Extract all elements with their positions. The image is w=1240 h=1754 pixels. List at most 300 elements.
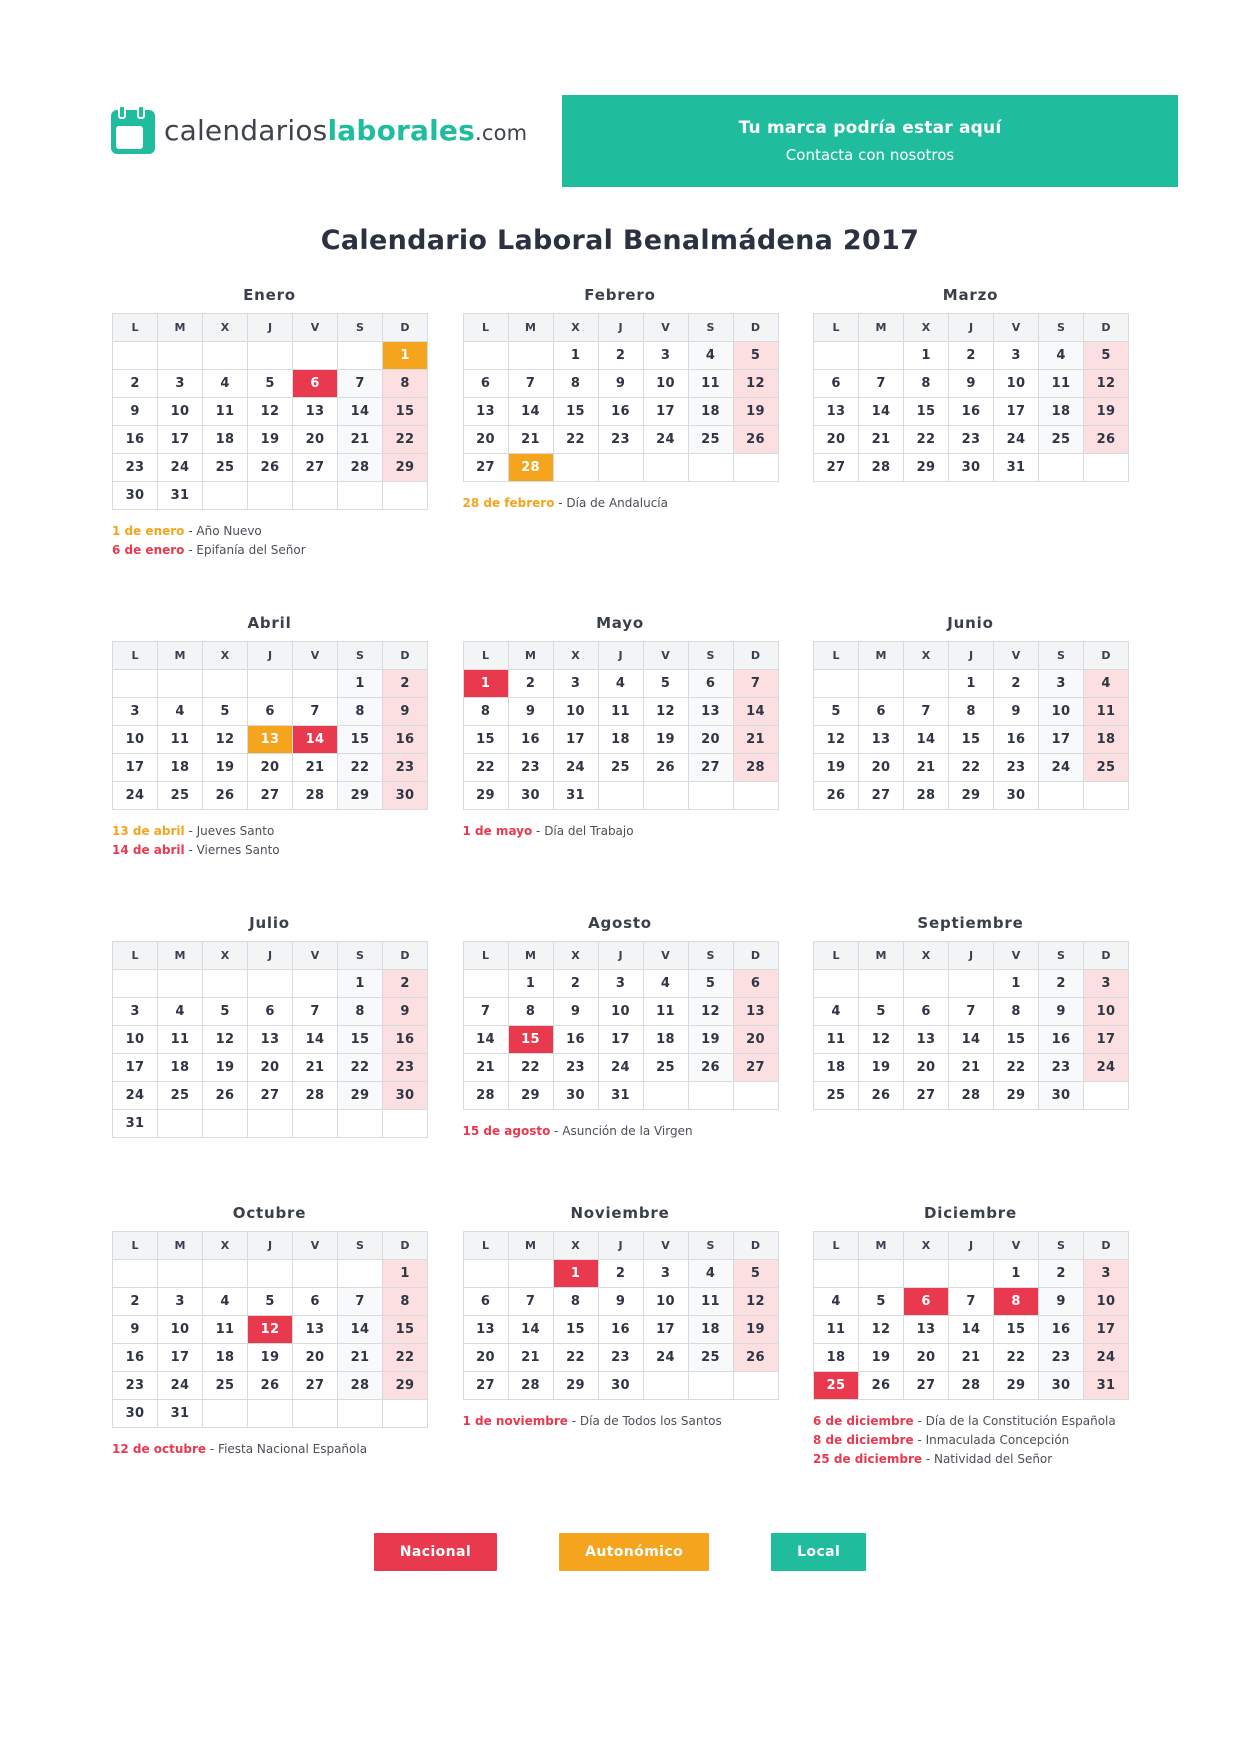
day-cell: 18 [1039, 398, 1084, 426]
day-cell: 6 [463, 1288, 508, 1316]
week-row [463, 398, 778, 426]
week-row [463, 782, 778, 810]
week-row [113, 754, 428, 782]
day-cell: 2 [949, 342, 994, 370]
day-cell: 11 [688, 1288, 733, 1316]
day-cell: 22 [338, 754, 383, 782]
day-cell: 23 [113, 454, 158, 482]
day-cell: 29 [994, 1082, 1039, 1110]
month-block [112, 286, 427, 560]
month-notes [463, 1412, 778, 1431]
day-cell: 25 [814, 1372, 859, 1400]
month-title: Enero [243, 286, 296, 304]
day-cell: 7 [508, 370, 553, 398]
day-cell: 27 [904, 1372, 949, 1400]
day-cell: 12 [814, 726, 859, 754]
day-cell: 8 [463, 698, 508, 726]
day-cell: 13 [248, 1026, 293, 1054]
day-cell: 17 [158, 1344, 203, 1372]
empty-cell [203, 342, 248, 370]
weekday-header: J [248, 642, 293, 670]
month-notes [112, 1440, 427, 1459]
day-cell: 10 [113, 1026, 158, 1054]
day-cell: 3 [158, 370, 203, 398]
week-row [463, 426, 778, 454]
day-cell: 25 [688, 426, 733, 454]
day-cell: 11 [1084, 698, 1129, 726]
day-cell: 5 [248, 370, 293, 398]
empty-cell [508, 1260, 553, 1288]
day-cell: 14 [859, 398, 904, 426]
day-cell: 9 [994, 698, 1039, 726]
day-cell: 27 [248, 782, 293, 810]
day-cell: 20 [293, 426, 338, 454]
day-cell: 23 [949, 426, 994, 454]
day-cell: 28 [508, 454, 553, 482]
empty-cell [113, 670, 158, 698]
day-cell: 21 [904, 754, 949, 782]
day-cell: 13 [463, 398, 508, 426]
day-cell: 12 [203, 726, 248, 754]
weekday-header: S [338, 314, 383, 342]
holiday-note-desc: - Día de la Constitución Española [913, 1414, 1116, 1428]
day-cell: 23 [598, 1344, 643, 1372]
day-cell: 19 [733, 1316, 778, 1344]
empty-cell [733, 454, 778, 482]
holiday-note-date: 8 de diciembre [813, 1433, 914, 1447]
day-cell: 28 [733, 754, 778, 782]
day-cell: 13 [293, 398, 338, 426]
weekday-header: X [904, 642, 949, 670]
weekday-header: M [859, 1232, 904, 1260]
legend-nacional-button[interactable]: Nacional [374, 1533, 497, 1571]
month-title: Mayo [596, 614, 644, 632]
month-calendar [813, 313, 1129, 482]
day-cell: 25 [598, 754, 643, 782]
weekday-header: V [994, 1232, 1039, 1260]
day-cell: 1 [994, 970, 1039, 998]
day-cell: 22 [994, 1054, 1039, 1082]
empty-cell [383, 1110, 428, 1138]
holiday-note [813, 1450, 1128, 1469]
day-cell: 4 [814, 998, 859, 1026]
weekday-row [463, 642, 778, 670]
empty-cell [859, 670, 904, 698]
weekday-header: J [248, 314, 293, 342]
day-cell: 29 [508, 1082, 553, 1110]
day-cell: 24 [158, 1372, 203, 1400]
weekday-header: X [904, 314, 949, 342]
weekday-header: L [463, 642, 508, 670]
day-cell: 29 [338, 1082, 383, 1110]
month-calendar [463, 1231, 779, 1400]
day-cell: 16 [598, 398, 643, 426]
legend [60, 1533, 1180, 1571]
day-cell: 3 [1039, 670, 1084, 698]
day-cell: 3 [643, 342, 688, 370]
empty-cell [203, 970, 248, 998]
week-row [814, 726, 1129, 754]
day-cell: 23 [994, 754, 1039, 782]
day-cell: 16 [553, 1026, 598, 1054]
day-cell: 10 [553, 698, 598, 726]
day-cell: 17 [1084, 1026, 1129, 1054]
month-title: Febrero [584, 286, 656, 304]
day-cell: 11 [158, 1026, 203, 1054]
weekday-header: L [463, 942, 508, 970]
empty-cell [158, 970, 203, 998]
day-cell: 10 [1084, 1288, 1129, 1316]
day-cell: 8 [994, 998, 1039, 1026]
weekday-header: V [643, 1232, 688, 1260]
day-cell: 8 [383, 1288, 428, 1316]
day-cell: 26 [248, 454, 293, 482]
empty-cell [338, 342, 383, 370]
week-row [814, 998, 1129, 1026]
week-row [463, 342, 778, 370]
day-cell: 10 [113, 726, 158, 754]
day-cell: 30 [598, 1372, 643, 1400]
day-cell: 1 [904, 342, 949, 370]
day-cell: 6 [293, 1288, 338, 1316]
empty-cell [338, 1400, 383, 1428]
weekday-header: S [1039, 942, 1084, 970]
day-cell: 29 [383, 1372, 428, 1400]
day-cell: 22 [383, 1344, 428, 1372]
holiday-note [112, 522, 427, 541]
day-cell: 31 [994, 454, 1039, 482]
week-row [463, 1316, 778, 1344]
day-cell: 21 [859, 426, 904, 454]
weekday-header: M [859, 942, 904, 970]
day-cell: 23 [383, 1054, 428, 1082]
day-cell: 18 [814, 1344, 859, 1372]
weekday-row [113, 1232, 428, 1260]
day-cell: 10 [1039, 698, 1084, 726]
empty-cell [814, 342, 859, 370]
weekday-header: M [508, 314, 553, 342]
day-cell: 8 [994, 1288, 1039, 1316]
empty-cell [688, 782, 733, 810]
month-block [112, 614, 427, 860]
day-cell: 8 [553, 1288, 598, 1316]
weekday-header: D [383, 642, 428, 670]
day-cell: 10 [158, 398, 203, 426]
calendar-logo-icon [110, 105, 156, 155]
day-cell: 10 [598, 998, 643, 1026]
day-cell: 14 [949, 1026, 994, 1054]
day-cell: 11 [203, 1316, 248, 1344]
empty-cell [158, 1110, 203, 1138]
week-row [113, 1082, 428, 1110]
holiday-note-desc: - Natividad del Señor [922, 1452, 1053, 1466]
day-cell: 15 [553, 1316, 598, 1344]
day-cell: 4 [158, 998, 203, 1026]
weekday-header: M [158, 314, 203, 342]
day-cell: 2 [598, 1260, 643, 1288]
day-cell: 12 [248, 398, 293, 426]
day-cell: 22 [994, 1344, 1039, 1372]
day-cell: 11 [688, 370, 733, 398]
weekday-row [814, 1232, 1129, 1260]
day-cell: 5 [248, 1288, 293, 1316]
day-cell: 17 [643, 398, 688, 426]
week-row [113, 782, 428, 810]
empty-cell [508, 342, 553, 370]
month-title: Agosto [588, 914, 652, 932]
day-cell: 21 [508, 1344, 553, 1372]
day-cell: 24 [113, 1082, 158, 1110]
day-cell: 26 [733, 1344, 778, 1372]
day-cell: 25 [158, 1082, 203, 1110]
holiday-note-desc: - Inmaculada Concepción [913, 1433, 1070, 1447]
legend-local-button[interactable]: Local [771, 1533, 866, 1571]
empty-cell [814, 1260, 859, 1288]
week-row [463, 370, 778, 398]
day-cell: 6 [293, 370, 338, 398]
day-cell: 21 [338, 426, 383, 454]
empty-cell [688, 1082, 733, 1110]
day-cell: 20 [463, 426, 508, 454]
empty-cell [949, 1260, 994, 1288]
week-row [113, 398, 428, 426]
empty-cell [248, 1400, 293, 1428]
day-cell: 5 [1084, 342, 1129, 370]
day-cell: 24 [1084, 1054, 1129, 1082]
day-cell: 25 [203, 1372, 248, 1400]
week-row [814, 1372, 1129, 1400]
day-cell: 9 [1039, 998, 1084, 1026]
weekday-header: V [994, 314, 1039, 342]
day-cell: 20 [463, 1344, 508, 1372]
day-cell: 27 [293, 454, 338, 482]
ad-banner-contact-link[interactable]: Contacta con nosotros [785, 146, 955, 164]
month-title: Noviembre [570, 1204, 670, 1222]
weekday-header: J [248, 942, 293, 970]
day-cell: 4 [688, 1260, 733, 1288]
week-row [814, 342, 1129, 370]
day-cell: 27 [733, 1054, 778, 1082]
empty-cell [383, 482, 428, 510]
month-block [463, 614, 778, 841]
week-row [463, 998, 778, 1026]
day-cell: 17 [113, 1054, 158, 1082]
weekday-header: V [293, 314, 338, 342]
month-calendar [112, 313, 428, 510]
weekday-header: S [688, 642, 733, 670]
month-calendar [112, 641, 428, 810]
day-cell: 4 [688, 342, 733, 370]
week-row [814, 754, 1129, 782]
logo-prefix: calendarios [164, 113, 328, 147]
weekday-header: X [904, 1232, 949, 1260]
day-cell: 7 [859, 370, 904, 398]
month-notes [813, 1412, 1128, 1469]
holiday-note-desc: - Viernes Santo [184, 843, 280, 857]
week-row [113, 1316, 428, 1344]
empty-cell [293, 342, 338, 370]
holiday-note-date: 1 de noviembre [462, 1414, 568, 1428]
day-cell: 19 [688, 1026, 733, 1054]
weekday-header: M [158, 642, 203, 670]
day-cell: 2 [553, 970, 598, 998]
month-calendar [463, 641, 779, 810]
week-row [814, 1288, 1129, 1316]
weekday-header: M [859, 314, 904, 342]
week-row [814, 1082, 1129, 1110]
week-row [463, 726, 778, 754]
day-cell: 26 [203, 1082, 248, 1110]
day-cell: 20 [293, 1344, 338, 1372]
legend-autonomico-button[interactable]: Autonómico [559, 1533, 709, 1571]
week-row [814, 454, 1129, 482]
empty-cell [904, 1260, 949, 1288]
holiday-note-desc: - Epifanía del Señor [184, 543, 306, 557]
holiday-note-date: 15 de agosto [462, 1124, 551, 1138]
weekday-header: X [203, 1232, 248, 1260]
weekday-header: D [733, 942, 778, 970]
day-cell: 12 [688, 998, 733, 1026]
weekday-header: L [113, 642, 158, 670]
holiday-note-desc: - Día de Andalucía [554, 496, 668, 510]
day-cell: 18 [814, 1054, 859, 1082]
day-cell: 17 [1039, 726, 1084, 754]
day-cell: 18 [688, 1316, 733, 1344]
day-cell: 18 [643, 1026, 688, 1054]
day-cell: 29 [994, 1372, 1039, 1400]
weekday-header: V [994, 942, 1039, 970]
week-row [113, 370, 428, 398]
day-cell: 3 [113, 698, 158, 726]
day-cell: 10 [994, 370, 1039, 398]
week-row [113, 726, 428, 754]
day-cell: 4 [1084, 670, 1129, 698]
week-row [814, 782, 1129, 810]
weekday-header: D [1084, 314, 1129, 342]
day-cell: 24 [643, 426, 688, 454]
holiday-note-desc: - Día del Trabajo [532, 824, 634, 838]
site-logo[interactable] [110, 105, 527, 155]
day-cell: 7 [949, 998, 994, 1026]
empty-cell [859, 1260, 904, 1288]
day-cell: 28 [859, 454, 904, 482]
day-cell: 5 [859, 998, 904, 1026]
empty-cell [643, 782, 688, 810]
empty-cell [733, 1082, 778, 1110]
day-cell: 24 [994, 426, 1039, 454]
week-row [814, 370, 1129, 398]
week-row [463, 754, 778, 782]
week-row [463, 970, 778, 998]
day-cell: 6 [463, 370, 508, 398]
month-block [463, 286, 778, 513]
holiday-note-desc: - Asunción de la Virgen [550, 1124, 693, 1138]
day-cell: 16 [949, 398, 994, 426]
empty-cell [1039, 454, 1084, 482]
day-cell: 12 [203, 1026, 248, 1054]
day-cell: 3 [113, 998, 158, 1026]
day-cell: 3 [553, 670, 598, 698]
day-cell: 25 [643, 1054, 688, 1082]
month-block [112, 914, 427, 1150]
day-cell: 13 [733, 998, 778, 1026]
week-row [814, 1316, 1129, 1344]
week-row [113, 342, 428, 370]
weekday-header: V [643, 642, 688, 670]
week-row [814, 970, 1129, 998]
day-cell: 12 [733, 1288, 778, 1316]
weekday-header: S [688, 1232, 733, 1260]
weekday-header: V [293, 642, 338, 670]
day-cell: 1 [383, 1260, 428, 1288]
empty-cell [949, 970, 994, 998]
weekday-row [113, 942, 428, 970]
day-cell: 3 [158, 1288, 203, 1316]
empty-cell [248, 1110, 293, 1138]
day-cell: 22 [383, 426, 428, 454]
empty-cell [688, 1372, 733, 1400]
month-block [813, 1204, 1128, 1469]
weekday-header: V [293, 1232, 338, 1260]
month-notes [463, 1122, 778, 1141]
week-row [113, 698, 428, 726]
holiday-note [813, 1412, 1128, 1431]
day-cell: 2 [1039, 970, 1084, 998]
empty-cell [643, 454, 688, 482]
day-cell: 13 [859, 726, 904, 754]
day-cell: 19 [248, 426, 293, 454]
day-cell: 15 [949, 726, 994, 754]
day-cell: 12 [859, 1026, 904, 1054]
day-cell: 2 [598, 342, 643, 370]
weekday-row [814, 642, 1129, 670]
day-cell: 16 [598, 1316, 643, 1344]
day-cell: 2 [1039, 1260, 1084, 1288]
day-cell: 30 [113, 1400, 158, 1428]
holiday-note-date: 13 de abril [112, 824, 185, 838]
day-cell: 23 [383, 754, 428, 782]
weekday-header: J [248, 1232, 293, 1260]
day-cell: 22 [553, 1344, 598, 1372]
weekday-header: J [598, 942, 643, 970]
month-title: Diciembre [924, 1204, 1017, 1222]
day-cell: 10 [1084, 998, 1129, 1026]
day-cell: 20 [904, 1344, 949, 1372]
day-cell: 12 [643, 698, 688, 726]
day-cell: 4 [598, 670, 643, 698]
day-cell: 21 [293, 1054, 338, 1082]
day-cell: 30 [113, 482, 158, 510]
day-cell: 13 [904, 1026, 949, 1054]
day-cell: 23 [508, 754, 553, 782]
month-title: Julio [249, 914, 290, 932]
weekday-header: V [994, 642, 1039, 670]
empty-cell [463, 970, 508, 998]
day-cell: 11 [1039, 370, 1084, 398]
empty-cell [1039, 782, 1084, 810]
weekday-header: L [113, 942, 158, 970]
empty-cell [293, 1110, 338, 1138]
empty-cell [248, 970, 293, 998]
month-block [112, 1204, 427, 1459]
empty-cell [1084, 454, 1129, 482]
day-cell: 24 [1084, 1344, 1129, 1372]
day-cell: 5 [733, 342, 778, 370]
day-cell: 7 [463, 998, 508, 1026]
day-cell: 16 [508, 726, 553, 754]
ad-banner[interactable] [562, 95, 1178, 187]
month-title: Abril [247, 614, 292, 632]
